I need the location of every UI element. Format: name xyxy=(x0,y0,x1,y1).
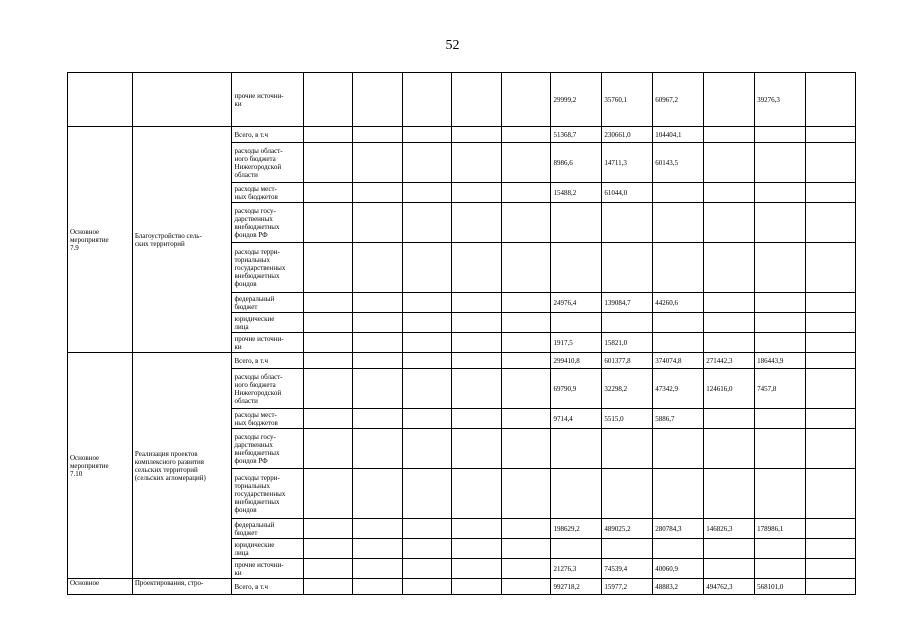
value-cell xyxy=(755,333,806,353)
page-number: 52 xyxy=(445,38,460,53)
value-cell xyxy=(653,333,704,353)
value-cell xyxy=(501,579,551,595)
funding-source-cell: Всего, в т.ч xyxy=(232,579,303,595)
value-cell xyxy=(653,313,704,333)
funding-source-cell: Всего, в т.ч xyxy=(232,353,303,369)
measure-cell: Основное мероприятие 7.9 xyxy=(68,127,133,353)
value-cell xyxy=(755,143,806,183)
funding-source-cell: прочие источни- ки xyxy=(232,73,303,127)
value-cell xyxy=(653,539,704,559)
value-cell xyxy=(653,429,704,469)
value-cell xyxy=(755,203,806,243)
value-cell: 69790,9 xyxy=(551,369,602,409)
table-row xyxy=(68,579,905,595)
value-cell: 5886,7 xyxy=(653,409,704,429)
value-cell xyxy=(806,127,856,143)
funding-source-cell: расходы терри- ториальных государственных внебюджетных фондов xyxy=(232,469,303,519)
value-cell xyxy=(452,313,502,333)
budget-table xyxy=(67,72,905,595)
value-cell xyxy=(755,293,806,313)
value-cell: 32298,2 xyxy=(602,369,653,409)
value-cell: 568101,0 xyxy=(755,579,806,595)
value-cell xyxy=(452,203,502,243)
value-cell xyxy=(402,73,452,127)
value-cell: 992718,2 xyxy=(551,579,602,595)
value-cell: 15821,0 xyxy=(602,333,653,353)
value-cell xyxy=(501,73,551,127)
value-cell xyxy=(303,579,353,595)
value-cell xyxy=(704,293,755,313)
value-cell xyxy=(653,243,704,293)
value-cell xyxy=(501,203,551,243)
value-cell: 15977,2 xyxy=(602,579,653,595)
value-cell xyxy=(755,313,806,333)
value-cell xyxy=(704,469,755,519)
value-cell xyxy=(704,539,755,559)
value-cell: 39276,3 xyxy=(755,73,806,127)
value-cell xyxy=(602,203,653,243)
value-cell xyxy=(452,469,502,519)
value-cell xyxy=(303,469,353,519)
value-cell xyxy=(806,409,856,429)
value-cell xyxy=(303,183,353,203)
value-cell: 601377,8 xyxy=(602,353,653,369)
value-cell xyxy=(602,539,653,559)
value-cell xyxy=(353,243,403,293)
value-cell xyxy=(452,293,502,313)
value-cell xyxy=(402,143,452,183)
value-cell: 7457,8 xyxy=(755,369,806,409)
value-cell xyxy=(551,313,602,333)
value-cell xyxy=(501,559,551,579)
value-cell: 230661,0 xyxy=(602,127,653,143)
value-cell: 139084,7 xyxy=(602,293,653,313)
value-cell xyxy=(501,369,551,409)
value-cell xyxy=(303,333,353,353)
value-cell xyxy=(303,353,353,369)
value-cell: 29999,2 xyxy=(551,73,602,127)
funding-source-cell: расходы терри- ториальных государственных внебюджетных фондов xyxy=(232,243,303,293)
value-cell xyxy=(806,519,856,539)
value-cell xyxy=(551,429,602,469)
value-cell xyxy=(353,73,403,127)
value-cell xyxy=(402,539,452,559)
value-cell xyxy=(303,203,353,243)
value-cell xyxy=(303,429,353,469)
value-cell xyxy=(704,333,755,353)
value-cell xyxy=(303,143,353,183)
value-cell xyxy=(501,539,551,559)
value-cell: 494762,3 xyxy=(704,579,755,595)
measure-name-cell: Реализация проектов комплексного развития сельских территорий (сельских агломераций) xyxy=(132,353,232,579)
value-cell xyxy=(653,183,704,203)
value-cell xyxy=(755,127,806,143)
value-cell: 271442,3 xyxy=(704,353,755,369)
value-cell: 104404,1 xyxy=(653,127,704,143)
value-cell xyxy=(501,409,551,429)
value-cell: 21276,3 xyxy=(551,559,602,579)
value-cell: 1917,5 xyxy=(551,333,602,353)
value-cell xyxy=(402,369,452,409)
value-cell xyxy=(653,469,704,519)
funding-source-cell: юридические лица xyxy=(232,313,303,333)
value-cell xyxy=(353,127,403,143)
table-row xyxy=(68,127,905,143)
value-cell xyxy=(452,539,502,559)
value-cell xyxy=(602,429,653,469)
value-cell xyxy=(704,409,755,429)
value-cell xyxy=(755,409,806,429)
value-cell xyxy=(452,409,502,429)
funding-source-cell: расходы мест- ных бюджетов xyxy=(232,409,303,429)
value-cell xyxy=(704,143,755,183)
value-cell xyxy=(501,429,551,469)
value-cell xyxy=(452,243,502,293)
value-cell xyxy=(402,243,452,293)
value-cell xyxy=(303,73,353,127)
value-cell xyxy=(402,293,452,313)
table-body xyxy=(68,73,905,595)
value-cell: 61044,0 xyxy=(602,183,653,203)
value-cell: 124616,0 xyxy=(704,369,755,409)
funding-source-cell: федеральный бюджет xyxy=(232,293,303,313)
measure-name-cell: Благоустройство сель- ских территорий xyxy=(132,127,232,353)
value-cell: 374074,8 xyxy=(653,353,704,369)
value-cell xyxy=(303,369,353,409)
value-cell: 146826,3 xyxy=(704,519,755,539)
value-cell: 44260,6 xyxy=(653,293,704,313)
value-cell xyxy=(806,183,856,203)
value-cell xyxy=(602,469,653,519)
value-cell xyxy=(806,293,856,313)
value-cell xyxy=(353,369,403,409)
value-cell xyxy=(452,369,502,409)
value-cell: 60143,5 xyxy=(653,143,704,183)
funding-source-cell: расходы госу- дарственных внебюджетных фондов РФ xyxy=(232,203,303,243)
value-cell xyxy=(452,579,502,595)
value-cell xyxy=(353,429,403,469)
value-cell xyxy=(704,127,755,143)
value-cell xyxy=(501,183,551,203)
value-cell: 60967,2 xyxy=(653,73,704,127)
value-cell xyxy=(806,73,856,127)
table-row xyxy=(68,73,905,127)
value-cell xyxy=(353,333,403,353)
value-cell xyxy=(303,293,353,313)
value-cell xyxy=(303,313,353,333)
value-cell xyxy=(353,183,403,203)
value-cell: 489025,2 xyxy=(602,519,653,539)
funding-source-cell: Всего, в т.ч xyxy=(232,127,303,143)
value-cell xyxy=(402,183,452,203)
funding-source-cell: федеральный бюджет xyxy=(232,519,303,539)
value-cell xyxy=(602,313,653,333)
funding-source-cell: прочие источни- ки xyxy=(232,333,303,353)
value-cell xyxy=(755,243,806,293)
value-cell xyxy=(806,243,856,293)
value-cell xyxy=(402,519,452,539)
value-cell: 35760,1 xyxy=(602,73,653,127)
value-cell xyxy=(452,183,502,203)
value-cell xyxy=(704,183,755,203)
value-cell xyxy=(353,409,403,429)
value-cell xyxy=(806,429,856,469)
value-cell xyxy=(452,429,502,469)
value-cell xyxy=(452,519,502,539)
value-cell xyxy=(353,293,403,313)
value-cell xyxy=(806,539,856,559)
value-cell: 5515,0 xyxy=(602,409,653,429)
value-cell xyxy=(353,539,403,559)
value-cell: 74539,4 xyxy=(602,559,653,579)
value-cell xyxy=(755,429,806,469)
value-cell: 9714,4 xyxy=(551,409,602,429)
value-cell xyxy=(704,203,755,243)
value-cell: 280784,3 xyxy=(653,519,704,539)
value-cell xyxy=(402,579,452,595)
funding-source-cell: расходы област- ного бюджета Нижегородской области xyxy=(232,143,303,183)
value-cell xyxy=(806,579,856,595)
table-row xyxy=(68,353,905,369)
value-cell xyxy=(501,313,551,333)
value-cell: 40060,9 xyxy=(653,559,704,579)
value-cell xyxy=(806,203,856,243)
measure-cell xyxy=(68,73,133,127)
value-cell xyxy=(402,127,452,143)
value-cell xyxy=(806,353,856,369)
value-cell: 15488,2 xyxy=(551,183,602,203)
value-cell xyxy=(806,369,856,409)
value-cell: 51368,7 xyxy=(551,127,602,143)
value-cell xyxy=(501,353,551,369)
value-cell xyxy=(653,203,704,243)
value-cell xyxy=(551,203,602,243)
value-cell xyxy=(704,429,755,469)
value-cell xyxy=(501,469,551,519)
measure-cell: Основное xyxy=(68,579,133,595)
value-cell xyxy=(501,519,551,539)
value-cell xyxy=(353,353,403,369)
value-cell xyxy=(452,559,502,579)
value-cell xyxy=(602,243,653,293)
value-cell xyxy=(452,73,502,127)
value-cell xyxy=(452,127,502,143)
value-cell xyxy=(402,353,452,369)
value-cell xyxy=(755,539,806,559)
value-cell xyxy=(551,243,602,293)
value-cell xyxy=(501,333,551,353)
value-cell xyxy=(402,559,452,579)
value-cell xyxy=(402,333,452,353)
measure-cell: Основное мероприятие 7.10 xyxy=(68,353,133,579)
value-cell xyxy=(402,409,452,429)
value-cell xyxy=(806,143,856,183)
value-cell xyxy=(303,519,353,539)
value-cell xyxy=(353,579,403,595)
value-cell xyxy=(755,469,806,519)
value-cell xyxy=(353,519,403,539)
value-cell xyxy=(303,409,353,429)
value-cell xyxy=(501,143,551,183)
value-cell xyxy=(452,353,502,369)
value-cell xyxy=(303,539,353,559)
value-cell xyxy=(303,243,353,293)
value-cell xyxy=(353,469,403,519)
funding-source-cell: юридические лица xyxy=(232,539,303,559)
measure-name-cell: Проектирования, стро- xyxy=(132,579,232,595)
value-cell: 48883,2 xyxy=(653,579,704,595)
value-cell xyxy=(402,313,452,333)
value-cell xyxy=(704,243,755,293)
value-cell xyxy=(501,293,551,313)
value-cell xyxy=(353,313,403,333)
value-cell xyxy=(806,313,856,333)
value-cell xyxy=(402,203,452,243)
value-cell xyxy=(755,559,806,579)
value-cell xyxy=(704,559,755,579)
value-cell xyxy=(353,559,403,579)
value-cell: 8986,6 xyxy=(551,143,602,183)
value-cell xyxy=(806,333,856,353)
value-cell xyxy=(755,183,806,203)
value-cell xyxy=(452,333,502,353)
value-cell: 24976,4 xyxy=(551,293,602,313)
value-cell: 186443,9 xyxy=(755,353,806,369)
value-cell xyxy=(551,539,602,559)
value-cell xyxy=(806,559,856,579)
value-cell xyxy=(353,203,403,243)
value-cell xyxy=(402,429,452,469)
value-cell xyxy=(704,73,755,127)
value-cell: 47342,9 xyxy=(653,369,704,409)
value-cell xyxy=(704,313,755,333)
value-cell xyxy=(452,143,502,183)
value-cell xyxy=(501,243,551,293)
value-cell: 14711,3 xyxy=(602,143,653,183)
measure-name-cell xyxy=(132,73,232,127)
value-cell xyxy=(303,559,353,579)
funding-source-cell: расходы мест- ных бюджетов xyxy=(232,183,303,203)
value-cell xyxy=(551,469,602,519)
funding-source-cell: расходы госу- дарственных внебюджетных фондов РФ xyxy=(232,429,303,469)
funding-source-cell: прочие источни- ки xyxy=(232,559,303,579)
value-cell: 299410,8 xyxy=(551,353,602,369)
value-cell: 198629,2 xyxy=(551,519,602,539)
value-cell xyxy=(806,469,856,519)
value-cell xyxy=(353,143,403,183)
value-cell xyxy=(402,469,452,519)
funding-source-cell: расходы област- ного бюджета Нижегородской области xyxy=(232,369,303,409)
value-cell xyxy=(501,127,551,143)
value-cell xyxy=(303,127,353,143)
value-cell: 178986,1 xyxy=(755,519,806,539)
